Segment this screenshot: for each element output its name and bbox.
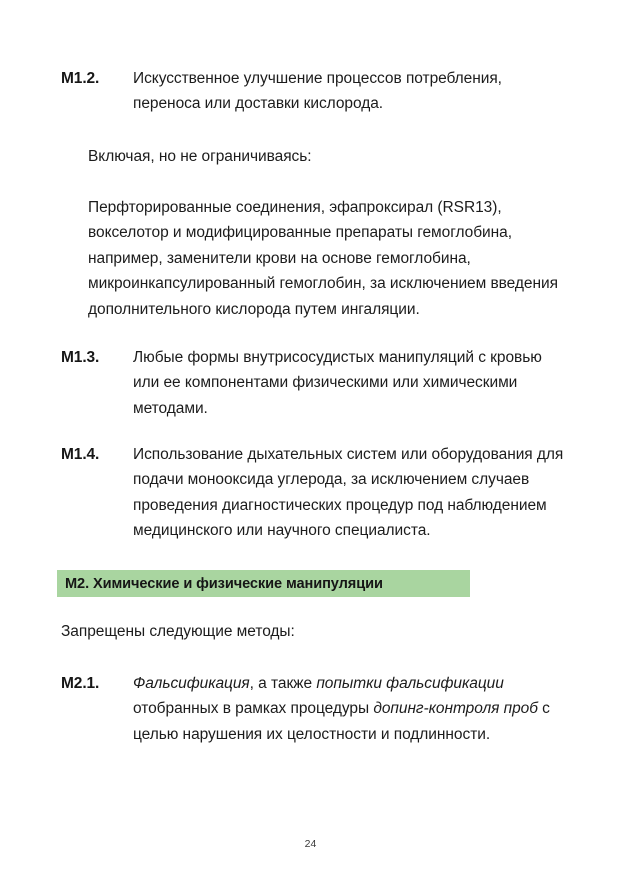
section-heading-text: M2. Химические и физические манипуляции [65, 575, 383, 592]
clause-run-falsification: Фальсификация [133, 675, 250, 692]
paragraph-substances: Перфторированные соединения, эфапроксирал (RSR13), вокселотор и модифицированные препараты гемоглобина, например, заменители крови на основе гемоглобина, микроинкапсулированный гемоглобин, за исключением введения дополнительного кислорода путем ингаляции. [88, 199, 558, 318]
clause-m2-1 [61, 671, 566, 747]
clause-run-attempts: попытки фальсификации [316, 675, 504, 692]
page-number: 24 [304, 838, 317, 850]
paragraph-prohibited-intro: Запрещены следующие методы: [61, 623, 295, 640]
clause-text: Искусственное улучшение процессов потребления, переноса или доставки кислорода. [133, 70, 502, 113]
clause-text: Использование дыхательных систем или оборудования для подачи монооксида углерода, за исключением случаев проведения диагностических процедур под наблюдением медицинского или научного специалиста. [133, 446, 564, 540]
clause-text [133, 671, 566, 747]
clause-run-also: , а также [249, 675, 317, 692]
clause-run-purpose: с целью нарушения их целостности и подлинности. [133, 700, 550, 743]
clause-text: Любые формы внутрисосудистых манипуляций с кровью или ее компонентами физическими или химическими методами. [133, 349, 542, 417]
clause-label: M1.3. [61, 349, 100, 366]
clause-label: M2.1. [61, 675, 100, 692]
paragraph-including: Включая, но не ограничиваясь: [88, 148, 312, 165]
clause-label: M1.4. [61, 446, 100, 463]
section-heading-bar [57, 570, 470, 597]
clause-run-doping-control: допинг-контроля проб [373, 700, 538, 718]
clause-label: M1.2. [61, 70, 100, 87]
clause-m1-3 [61, 345, 566, 421]
clause-m1-4 [61, 442, 566, 544]
clause-m1-2 [61, 66, 566, 117]
clause-run-selected: отобранных в рамках процедуры [133, 700, 374, 718]
